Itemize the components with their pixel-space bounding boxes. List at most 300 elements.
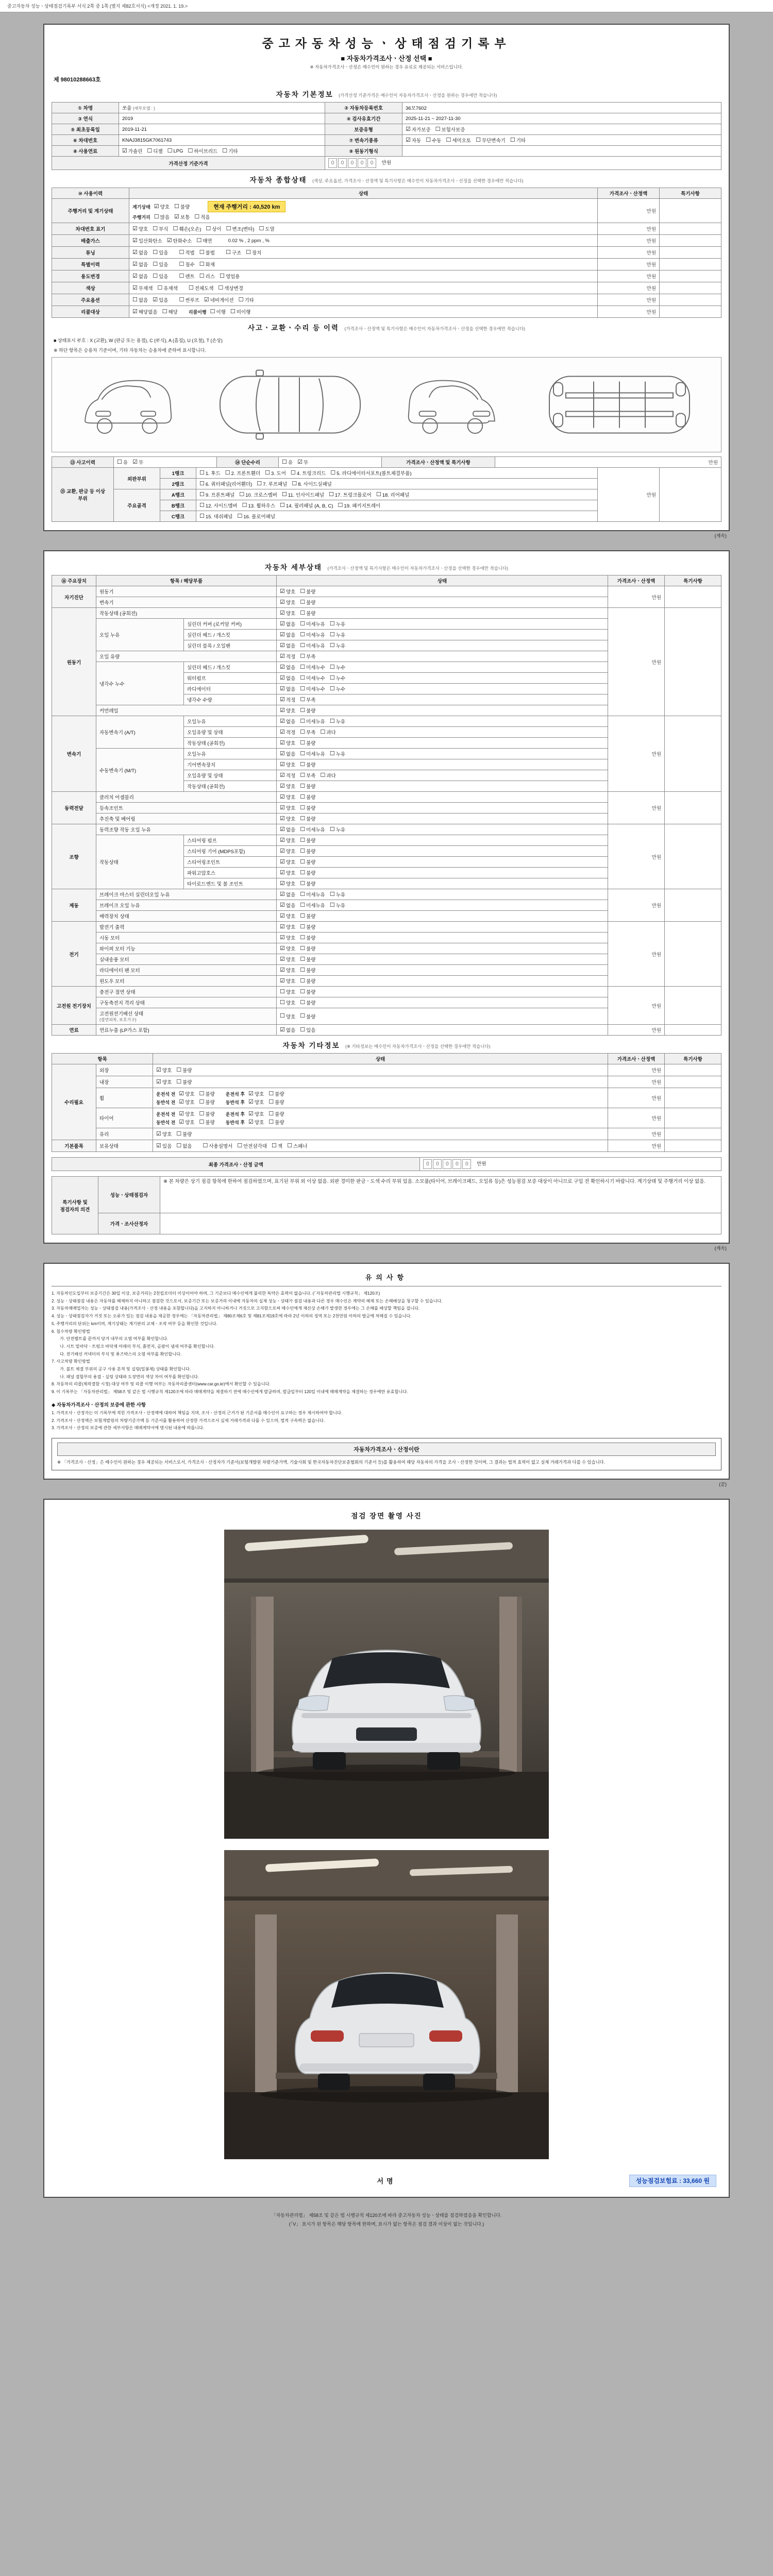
column-header: 특기사항	[665, 1054, 721, 1064]
checkbox[interactable]: ☑ 네비게이션	[204, 296, 234, 303]
state-cell	[277, 1025, 608, 1036]
checkbox[interactable]: ☐ 미세누수	[300, 685, 325, 692]
checkbox[interactable]: ☑ 무	[297, 459, 309, 466]
car-diagram-top-view	[213, 365, 367, 445]
state-sublabel: 운전석 후	[225, 1111, 245, 1117]
checkbox[interactable]: ☐ 기타	[238, 296, 254, 303]
panel-items-cell	[196, 468, 598, 479]
checkbox[interactable]: ☑ 자가보증	[406, 126, 431, 133]
car-diagram-rear-view	[406, 366, 503, 444]
checkbox[interactable]: ☐ 미세누수	[300, 674, 325, 682]
opinion-appraiser-text	[160, 1213, 721, 1234]
checkbox[interactable]: ☐ 불량	[300, 783, 316, 790]
checkbox[interactable]: ☐ 사용설명서	[203, 1142, 233, 1149]
table-row	[52, 157, 721, 170]
opinion-appraiser-label: 가격ㆍ조사산정자	[98, 1213, 160, 1234]
checkbox[interactable]: ☐ 2. 프론트휀더	[225, 469, 261, 477]
checkbox[interactable]: ☑ 양호	[156, 1130, 172, 1138]
table-row	[52, 1140, 721, 1152]
state-cell	[277, 922, 608, 933]
device-group-label: 조향	[52, 824, 96, 889]
checkbox[interactable]: ☐ 17. 트렁크플로어	[329, 491, 372, 498]
checkbox[interactable]: ☑ 없음	[132, 273, 148, 280]
end-mark: (끝)	[719, 1482, 727, 1487]
item-label: 수동변속기 (M/T)	[96, 749, 184, 792]
detail-heading: 자동차 세부상태 (가격조사ㆍ산정액 및 특기사항은 매수인이 자동차가격조사ㆍ산정을 선택한 경우에만 적습니다)	[264, 564, 509, 571]
checkbox[interactable]: ☑ 없음	[280, 631, 296, 638]
checkbox[interactable]: ☑ 양호	[248, 1118, 264, 1126]
checkbox[interactable]: ☑ 적정	[280, 696, 296, 703]
empty-box-icon: ☐	[265, 469, 270, 476]
checkbox[interactable]: ☐ 썬루프	[179, 296, 199, 303]
state-cell	[277, 900, 608, 911]
checkbox[interactable]: ☑ 양호	[179, 1118, 195, 1126]
checkbox[interactable]: ☐ 불량	[300, 880, 316, 887]
empty-box-icon: ☐	[329, 631, 335, 638]
checkbox[interactable]: ☐ 불량	[300, 793, 316, 801]
checkbox[interactable]: ☐ 장치	[246, 249, 262, 256]
checkbox[interactable]: ☐ 미세누유	[300, 620, 325, 628]
remarks-cell	[665, 1108, 721, 1128]
checkbox[interactable]: ☐ 하이브리드	[188, 147, 218, 155]
remarks-cell	[665, 1128, 721, 1140]
empty-box-icon: ☐	[300, 783, 306, 789]
checkbox[interactable]: ☐ 누유	[329, 620, 346, 628]
notice-item: 8. 자동차의 리콜(제작결함 시정) 대상 여부 및 리콜 이행 여부는 자동차리콜센터(www.car.go.kr)에서 확인할 수 있습니다.	[52, 1382, 271, 1387]
checkbox[interactable]: ☐ 7. 루프패널	[257, 480, 288, 487]
empty-box-icon: ☐	[176, 1066, 182, 1073]
checkbox[interactable]: ☑ 양호	[248, 1090, 264, 1097]
device-group-label: 자기진단	[52, 586, 96, 608]
price-cell: 만원	[608, 922, 665, 987]
checkbox[interactable]: ☐ 미이행	[230, 308, 251, 315]
checkbox[interactable]: ☑ 양호	[280, 977, 296, 985]
checkbox[interactable]: ☐ 누유	[329, 902, 346, 909]
checkbox[interactable]: ☐ 미세누유	[300, 902, 325, 909]
price-appraisal-definition-box	[52, 1438, 721, 1470]
checkbox[interactable]: ☐ 10. 크로스멤버	[239, 491, 277, 498]
checkbox[interactable]: ☐ 양호	[280, 999, 296, 1006]
checkbox[interactable]: ☑ 보통	[174, 213, 190, 221]
checkbox[interactable]: ☐ 미세누유	[300, 750, 325, 757]
part-label: 작동상태 (공회전)	[184, 738, 277, 749]
checkbox[interactable]: ☐ 불량	[300, 1013, 316, 1020]
signature-row	[52, 2173, 721, 2189]
checkbox[interactable]: ☐ 과다	[320, 728, 336, 736]
checkbox[interactable]: ☐ 불량	[199, 1090, 215, 1097]
checkbox[interactable]: ☐ 부식	[153, 225, 169, 232]
inspection-validity-value: 2025-11-21 ~ 2027-11-30	[402, 113, 721, 124]
empty-box-icon: ☐	[300, 750, 306, 757]
checkbox[interactable]: ☐ 1. 후드	[199, 469, 221, 477]
price-cell: 만원	[598, 468, 660, 522]
checkbox[interactable]: ☐ 누수	[329, 674, 346, 682]
checkbox[interactable]: ☑ 양호	[280, 837, 296, 844]
checkbox[interactable]: ☐ 기타	[222, 147, 238, 155]
checkbox[interactable]: ☐ 불량	[300, 804, 316, 811]
checkbox[interactable]: ☐ 불량	[300, 956, 316, 963]
opinion-inspector-text: ※ 본 차량은 상기 점검 항목에 한하여 점검하였으며, 표기된 부위 외 이상 없음. 외판 경미한 판금ㆍ도색 수리 부위 있음. 소모품(타이어, 브레이크패드, 오일류 등)은 성능점검 보증 대상이 아니므로 구입 전 확인하시기 바랍니다. 계기상태 및 주행거리 이상 없음.	[160, 1177, 721, 1213]
checkbox[interactable]: ☑ 양호	[280, 967, 296, 974]
checkbox[interactable]: ☐ 9. 프론트패널	[199, 491, 235, 498]
empty-box-icon: ☐	[300, 912, 306, 919]
notice-item: 4. 성능ㆍ상태점검자가 거짓 또는 오류가 있는 점검 내용을 제공한 경우에는 「자동차관리법」 제80조제6호 및 제81조제19호에 따라 2년 이하의 징역 또는 2천만원 이하의 벌금에 처해질 수 있습니다.	[52, 1314, 412, 1319]
checkbox[interactable]: ☐ 19. 패키지트레이	[338, 502, 381, 509]
checkbox[interactable]: ☑ 양호	[280, 934, 296, 941]
checkbox[interactable]: ☐ 불량	[268, 1118, 284, 1126]
checkbox[interactable]: ☐ 불량	[300, 869, 316, 876]
checkbox[interactable]: ☐ 화재	[199, 261, 215, 268]
checkbox[interactable]: ☐ 수동	[426, 137, 442, 144]
checkbox[interactable]: ☑ 없음	[280, 685, 296, 692]
checkbox[interactable]: ☑ 양호	[280, 912, 296, 920]
checkbox[interactable]: ☑ 해당없음	[132, 308, 158, 315]
checkbox[interactable]: ☐ 불량	[300, 934, 316, 941]
checkbox[interactable]: ☑ 양호	[280, 609, 296, 617]
empty-box-icon: ☐	[199, 1098, 205, 1105]
checkbox[interactable]: ☐ 불량	[300, 945, 316, 952]
checkbox[interactable]: ☐ 색상변경	[218, 284, 243, 292]
checkbox[interactable]: ☐ 불량	[199, 1098, 215, 1106]
checkbox[interactable]: ☑ 양호	[280, 739, 296, 747]
checkbox[interactable]: ☐ 유	[282, 459, 293, 466]
checkbox[interactable]: ☐ 무단변속기	[476, 137, 506, 144]
checkbox[interactable]: ☐ 18. 리어패널	[376, 491, 410, 498]
part-label: 스티어링조인트	[184, 857, 277, 868]
item-label: 충전구 절연 상태	[96, 987, 277, 997]
checked-box-icon: ☑	[132, 459, 138, 465]
checkbox[interactable]: ☑ 적정	[280, 728, 296, 736]
empty-box-icon: ☐	[426, 137, 431, 143]
checkbox[interactable]: ☐ 불량	[300, 588, 316, 595]
checkbox[interactable]: ☐ 세미오토	[446, 137, 472, 144]
panel-items-cell	[196, 479, 598, 489]
checkbox[interactable]: ☑ 없음	[280, 902, 296, 909]
checkbox[interactable]: ☑ 양호	[154, 203, 170, 210]
checkbox[interactable]: ☑ 양호	[280, 804, 296, 811]
checkbox[interactable]: ☐ 4. 트렁크리드	[290, 469, 326, 477]
price-cell: 만원	[598, 259, 660, 270]
checkbox[interactable]: ☑ 양호	[280, 880, 296, 887]
checkbox[interactable]: ☑ 없음	[280, 674, 296, 682]
checkbox[interactable]: ☐ 디젤	[147, 147, 163, 155]
fuel-checks	[119, 146, 325, 157]
checkbox[interactable]: ☐ 누수	[329, 685, 346, 692]
checkbox[interactable]: ☐ 있음	[153, 249, 169, 256]
price-cell: 만원	[598, 294, 660, 306]
checkbox[interactable]: ☐ 있음	[300, 1026, 316, 1033]
checkbox[interactable]: ☐ 불량	[268, 1090, 284, 1097]
checkbox[interactable]: ☐ 상이	[206, 225, 222, 232]
checkbox[interactable]: ☐ 미세누유	[300, 631, 325, 638]
column-header: 상태	[277, 575, 608, 586]
checkbox[interactable]: ☑ 양호	[248, 1098, 264, 1106]
state-sublabel: 동반석 전	[156, 1120, 176, 1125]
car-damage-diagrams	[52, 357, 721, 452]
checkbox[interactable]: ☐ 불량	[174, 203, 190, 210]
checked-box-icon: ☑	[297, 459, 303, 465]
checkbox[interactable]: ☐ 불량	[300, 977, 316, 985]
part-label: 오일누유	[184, 716, 277, 727]
checkbox[interactable]: ☐ 불량	[300, 923, 316, 930]
checkbox[interactable]: ☐ 영업용	[219, 273, 240, 280]
checkbox[interactable]: ☐ 3. 도어	[265, 469, 286, 477]
checkbox[interactable]: ☐ 불량	[268, 1110, 284, 1117]
checkbox[interactable]: ☐ 누유	[329, 750, 346, 757]
checkbox[interactable]: ☐ 5. 라디에이터서포트(볼트체결부품)	[330, 469, 412, 477]
checkbox[interactable]: ☐ 11. 인사이드패널	[281, 491, 325, 498]
checkbox[interactable]: ☑ 양호	[179, 1098, 195, 1106]
checkbox[interactable]: ☐ 불법	[199, 249, 215, 256]
checkbox[interactable]: ☑ 일산화탄소	[132, 237, 162, 244]
section-notices	[43, 1263, 730, 1480]
checkbox[interactable]: ☐ 없음	[132, 296, 148, 303]
checkbox[interactable]: ☐ 적음	[194, 213, 210, 221]
checkbox[interactable]: ☑ 양호	[179, 1110, 195, 1117]
checkbox[interactable]: ☑ 양호	[179, 1090, 195, 1097]
checkbox[interactable]: ☑ 무채색	[132, 284, 153, 292]
checkbox[interactable]: ☐ 미세누유	[300, 826, 325, 833]
checkbox[interactable]: ☑ 가솔린	[122, 147, 143, 155]
checkbox[interactable]: ☑ 없음	[280, 718, 296, 725]
empty-box-icon: ☐	[242, 502, 247, 509]
checkbox[interactable]: ☑ 양호	[280, 956, 296, 963]
checkbox[interactable]: ☐ 누유	[329, 826, 346, 833]
part-label: 오일유량 및 상태	[184, 727, 277, 738]
device-group-label: 전기	[52, 922, 96, 987]
checkbox[interactable]: ☐ 불량	[300, 837, 316, 844]
checkbox[interactable]: ☑ 없음	[280, 750, 296, 757]
checkbox[interactable]: ☑ 양호	[248, 1110, 264, 1117]
checkbox[interactable]: ☑ 양호	[280, 869, 296, 876]
checkbox[interactable]: ☐ 불량	[176, 1066, 192, 1074]
checkbox[interactable]: ☐ 도말	[259, 225, 275, 232]
checkbox[interactable]: ☐ 불량	[300, 609, 316, 617]
checkbox[interactable]: ☐ 미세누유	[300, 642, 325, 649]
checkbox[interactable]: ☐ 불량	[300, 967, 316, 974]
part-label: 실린더 헤드 / 개스킷	[184, 662, 277, 673]
checked-box-icon: ☑	[156, 1130, 161, 1137]
checkbox[interactable]: ☑ 없음	[280, 1026, 296, 1033]
checkbox[interactable]: ☑ 양호	[156, 1066, 172, 1074]
table-row	[52, 716, 721, 727]
checkbox[interactable]: ☐ 양호	[280, 988, 296, 995]
empty-box-icon: ☐	[132, 296, 138, 303]
accident-heading: 사고ㆍ교환ㆍ수리 등 이력 (가격조사ㆍ산정액 및 특기사항은 매수인이 자동차가격조사ㆍ산정을 선택한 경우에만 적습니다)	[247, 324, 526, 332]
checkbox[interactable]: ☐ 유	[117, 459, 128, 466]
notice-item: 나. 패널 접합부의 용접ㆍ실링 상태와 도장면의 색상 차이 여부를 확인합니다.	[60, 1374, 199, 1379]
price-cell: 만원	[608, 1140, 665, 1152]
checkbox[interactable]: ☐ 12. 사이드멤버	[199, 502, 238, 509]
checkbox[interactable]: ☐ 불량	[199, 1110, 215, 1117]
accident-price-value: 만원	[495, 457, 721, 468]
basic-info-heading: 자동차 기본정보 (가격산정 기준가격은 매수인이 자동차가격조사ㆍ산정을 원하는 경우에만 적습니다)	[276, 91, 497, 98]
checkbox[interactable]: ☐ 없음	[176, 1142, 192, 1149]
checkbox[interactable]: ☑ 없음	[280, 664, 296, 671]
empty-box-icon: ☐	[173, 225, 178, 232]
checkbox[interactable]: ☐ 부족	[300, 728, 316, 736]
empty-box-icon: ☐	[153, 225, 158, 232]
checkbox[interactable]: ☐ 부족	[300, 696, 316, 703]
checkbox[interactable]: ☐ 14. 필러패널 (A, B, C)	[280, 502, 333, 509]
checkbox[interactable]: ☐ 변조(변타)	[226, 225, 255, 232]
checkbox[interactable]: ☑ 양호	[280, 707, 296, 714]
price-cell: 만원	[598, 199, 660, 223]
remarks-cell	[660, 306, 721, 318]
checkbox[interactable]: ☐ 불량	[300, 815, 316, 822]
empty-box-icon: ☐	[300, 826, 306, 833]
checkbox[interactable]: ☑ 없음	[280, 620, 296, 628]
checkbox[interactable]: ☐ 15. 대쉬패널	[199, 513, 233, 520]
misc-heading: 자동차 기타정보 (※ 기타정보는 매수인이 자동차가격조사ㆍ산정을 선택한 경우에만 적습니다)	[282, 1042, 491, 1049]
checkbox[interactable]: ☑ 양호	[280, 945, 296, 952]
checkbox[interactable]: ☐ 16. 플로어패널	[237, 513, 276, 520]
state-cell	[277, 749, 608, 759]
footer-line-2: (「V」 표시가 된 항목은 해당 항목에 한하며, 표시가 없는 항목은 점검 결과 이상이 없는 것입니다.)	[289, 2222, 484, 2227]
checkbox[interactable]: ☐ 누수	[329, 664, 346, 671]
checkbox[interactable]: ☐ 미세누유	[300, 718, 325, 725]
empty-box-icon: ☐	[179, 296, 184, 303]
checkbox[interactable]: ☐ 누유	[329, 718, 346, 725]
checkbox[interactable]: ☐ 잭	[272, 1142, 283, 1149]
checkbox[interactable]: ☐ 렌트	[179, 273, 195, 280]
checkbox[interactable]: ☑ 양호	[132, 225, 148, 232]
checkbox[interactable]: ☑ 적정	[280, 653, 296, 660]
state-cell	[277, 705, 608, 716]
checkbox[interactable]: ☐ 양호	[280, 1013, 296, 1020]
checkbox[interactable]: ☐ 스패너	[287, 1142, 308, 1149]
empty-box-icon: ☐	[222, 147, 228, 154]
empty-box-icon: ☐	[268, 1090, 274, 1097]
checked-box-icon: ☑	[280, 599, 285, 605]
checkbox[interactable]: ☐ 13. 휠하우스	[242, 502, 276, 509]
empty-box-icon: ☐	[268, 1098, 274, 1105]
checkbox[interactable]: ☐ 누유	[329, 642, 346, 649]
checkbox[interactable]: ☐ 미세누수	[300, 664, 325, 671]
empty-box-icon: ☐	[300, 631, 306, 638]
checkbox[interactable]: ☐ 불량	[300, 599, 316, 606]
checkbox[interactable]: ☐ 불량	[300, 848, 316, 855]
checkbox[interactable]: ☑ 양호	[280, 848, 296, 855]
checkbox[interactable]: ☑ 없음	[132, 261, 148, 268]
checkbox[interactable]: ☐ 미세누유	[300, 891, 325, 898]
checkbox[interactable]: ☐ 구조	[225, 249, 242, 256]
checkbox[interactable]: ☐ 있음	[153, 261, 169, 268]
checkbox[interactable]: ☑ 양호	[280, 588, 296, 595]
item-label: 냉각수 누수	[96, 662, 184, 705]
empty-box-icon: ☐	[199, 502, 205, 509]
checkbox[interactable]: ☑ 있음	[153, 296, 169, 303]
table-header-row	[52, 575, 721, 586]
checkbox[interactable]: ☐ 부족	[300, 772, 316, 779]
checkbox[interactable]: ☑ 양호	[280, 761, 296, 768]
empty-box-icon: ☐	[199, 491, 205, 498]
item-label: 실내송풍 모터	[96, 954, 277, 965]
checkbox[interactable]: ☑ 양호	[280, 923, 296, 930]
checkbox[interactable]: ☐ 불량	[176, 1078, 192, 1086]
price-cell: 만원	[598, 247, 660, 259]
checkbox[interactable]: ☐ 불량	[300, 739, 316, 747]
checked-box-icon: ☑	[132, 261, 138, 267]
item-label: 보유상태	[96, 1140, 153, 1152]
checkbox[interactable]: ☐ 있음	[153, 273, 169, 280]
checkbox[interactable]: ☐ 해당	[162, 308, 178, 315]
checkbox[interactable]: ☐ 침수	[179, 261, 195, 268]
checkbox[interactable]: ☐ 불량	[268, 1098, 284, 1106]
checkbox[interactable]: ☐ 유채색	[157, 284, 178, 292]
checkbox[interactable]: ☐ 불량	[199, 1118, 215, 1126]
empty-box-icon: ☐	[300, 599, 306, 605]
checkbox[interactable]: ☐ 부족	[300, 653, 316, 660]
checkbox[interactable]: ☑ 있음	[156, 1142, 172, 1149]
checkbox[interactable]: ☐ 누유	[329, 891, 346, 898]
checkbox[interactable]: ☑ 무	[132, 459, 144, 466]
state-cell	[129, 223, 598, 235]
checkbox[interactable]: ☑ 양호	[156, 1078, 172, 1086]
checkbox[interactable]: ☐ 불량	[176, 1130, 192, 1138]
checkbox[interactable]: ☐ 8. 사이드실패널	[292, 480, 332, 487]
inspector-opinion-table	[52, 1176, 721, 1234]
checkbox[interactable]: ☐ 불량	[300, 761, 316, 768]
checked-box-icon: ☑	[280, 653, 285, 659]
checkbox[interactable]: ☑ 적정	[280, 772, 296, 779]
checked-box-icon: ☑	[280, 945, 285, 952]
checkbox[interactable]: ☑ 없음	[132, 249, 148, 256]
checkbox[interactable]: ☐ 전체도색	[188, 284, 214, 292]
checkbox[interactable]: ☐ LPG	[167, 147, 183, 154]
checkbox[interactable]: ☐ 훼손(오손)	[173, 225, 201, 232]
checkbox[interactable]: ☐ 불량	[300, 858, 316, 866]
checked-box-icon: ☑	[248, 1090, 254, 1097]
checkbox[interactable]: ☑ 없음	[280, 826, 296, 833]
checkbox[interactable]: ☐ 안전삼각대	[237, 1142, 267, 1149]
checkbox[interactable]: ☑ 없음	[280, 642, 296, 649]
checkbox[interactable]: ☑ 양호	[280, 858, 296, 866]
checkbox[interactable]: ☐ 불량	[300, 707, 316, 714]
checkbox[interactable]: ☑ 자동	[406, 137, 422, 144]
checkbox[interactable]: ☑ 양호	[280, 599, 296, 606]
photos-heading: 점검 장면 촬영 사진	[351, 1512, 422, 1520]
checked-box-icon: ☑	[248, 1098, 254, 1105]
checkbox[interactable]: ☐ 6. 쿼터패널(리어휀더)	[199, 480, 253, 487]
checkbox[interactable]: ☐ 누유	[329, 631, 346, 638]
empty-box-icon: ☐	[300, 945, 306, 952]
remarks-cell	[665, 586, 721, 608]
checkbox[interactable]: ☑ 없음	[280, 891, 296, 898]
checkbox[interactable]: ☐ 매연	[196, 237, 212, 244]
empty-box-icon: ☐	[199, 469, 205, 476]
checkbox[interactable]: ☐ 이행	[210, 308, 226, 315]
checked-box-icon: ☑	[280, 707, 285, 714]
notices-list	[52, 1291, 721, 1396]
checkbox[interactable]: ☐ 리스	[199, 273, 215, 280]
remarks-cell	[660, 270, 721, 282]
checkbox[interactable]: ☐ 적법	[179, 249, 195, 256]
empty-box-icon: ☐	[300, 858, 306, 865]
checkbox[interactable]: ☐ 불량	[300, 999, 316, 1006]
checkbox[interactable]: ☐ 불량	[300, 988, 316, 995]
checkbox[interactable]: ☑ 양호	[280, 815, 296, 822]
checkbox[interactable]: ☑ 양호	[280, 783, 296, 790]
checkbox[interactable]: ☑ 탄화수소	[166, 237, 192, 244]
checkbox[interactable]: ☐ 불량	[300, 912, 316, 920]
checkbox[interactable]: ☐ 많음	[154, 213, 170, 221]
checkbox[interactable]: ☑ 양호	[280, 793, 296, 801]
checkbox[interactable]: ☐ 보험사보증	[435, 126, 465, 133]
checkbox[interactable]: ☐ 기타	[510, 137, 526, 144]
checkbox[interactable]: ☐ 과다	[320, 772, 336, 779]
item-label: 라디에이터 팬 모터	[96, 965, 277, 976]
